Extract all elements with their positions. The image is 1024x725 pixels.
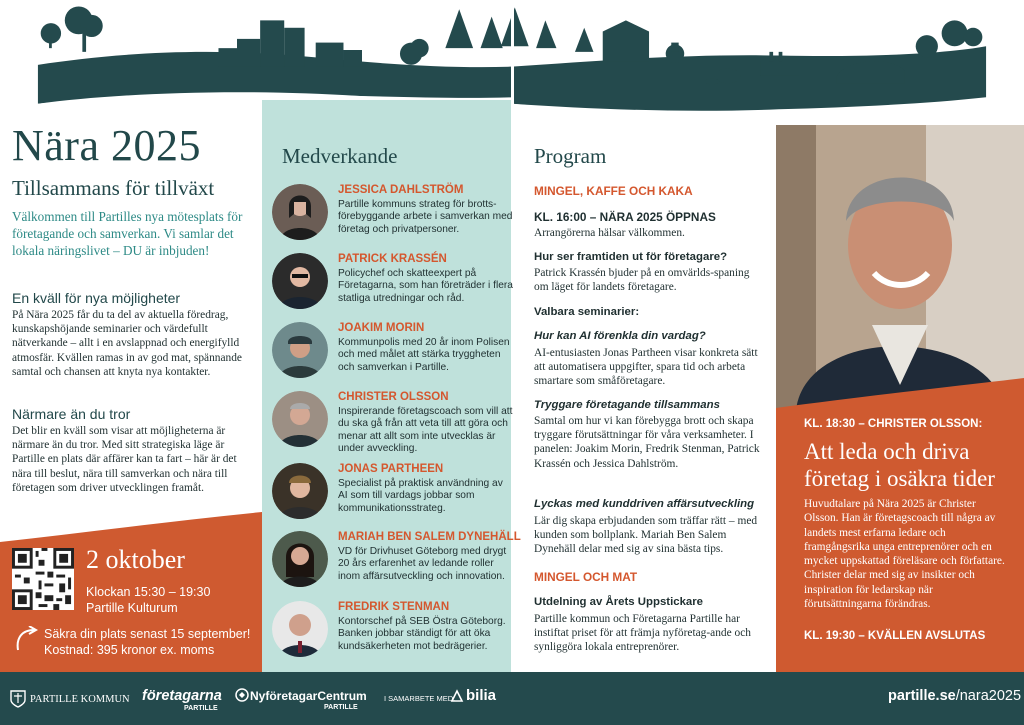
program-mingle-coffee: MINGEL, KAFFE OCH KAKA — [534, 184, 693, 198]
seminar-text-safety: Samtal om hur vi kan förebygga brott och skapa tryggare förutsättningar för våra verksamheter. I panelen: Joakim Morin, Fredrik Stenman, Patrick Krassén och Jessica Dahlström. — [534, 415, 760, 470]
qr-code[interactable] — [12, 548, 74, 610]
collaboration-label: I SAMARBETE MED: — [384, 694, 456, 703]
award-text: Partille kommun och Företagarna Partille har instiftat priset för att främja nyföretag-ande och synliggöra lokala entreprenörer. — [534, 613, 751, 654]
curved-arrow-icon — [12, 626, 40, 656]
program-opening-text: Arrangörerna hälsar välkommen. — [534, 227, 685, 239]
participant-card — [272, 322, 508, 386]
partille-crest-icon — [10, 690, 26, 708]
participant-description: Partille kommuns strateg för brotts-förebyggande arbete i samverkan med företag och privatpersoner. — [338, 199, 513, 235]
participant-name: CHRISTER OLSSON — [338, 391, 449, 403]
intro-text: Välkommen till Partilles nya mötesplats för företagande och samverkan. Vi samlar det lokala näringslivet – DU är inbjuden! — [12, 209, 243, 258]
signup-deadline: Säkra din plats senast 15 september! — [44, 627, 251, 641]
participant-card — [272, 601, 508, 665]
logo-foretagarna-sub: PARTILLE — [184, 705, 218, 712]
section-body-closer: Det blir en kväll som visar att möjligheterna är närmare än du tror. Med sitt strategiska läge är Partille en plats där affärer kan ta fart – här är det nära till beslut, nära till samverkan och nära till företagen som driver utvecklingen framåt. — [12, 425, 237, 494]
logo-partille-kommun[interactable]: PARTILLE KOMMUN — [30, 694, 130, 705]
participant-name: FREDRIK STENMAN — [338, 601, 450, 613]
nyforetagarcentrum-icon — [235, 688, 249, 702]
participant-description: Specialist på praktisk användning av AI som till vardags jobbar som kommunikationsstrateg. — [338, 478, 503, 514]
section-heading-opportunities: En kväll för nya möjligheter — [12, 290, 181, 306]
participant-description: VD för Drivhuset Göteborg med drygt 20 års erfarenhet av ledande roller inom affärsutveckling och innovation. — [338, 546, 507, 582]
participant-card — [272, 531, 521, 595]
program-opening-time: KL. 16:00 – NÄRA 2025 ÖPPNAS — [534, 210, 716, 224]
seminar-title-ai: Hur kan AI förenkla din vardag? — [534, 330, 706, 342]
event-date: 2 oktober — [86, 545, 185, 574]
website-path: /nara2025 — [955, 688, 1022, 704]
participant-description: Kontorschef på SEB Östra Göteborg. Banken jobbar ständigt för att öka kundsäkerheten mot bedrägerier. — [338, 616, 506, 652]
keynote-text: Huvudtalare på Nära 2025 är Christer Olsson. Han är företagscoach till några av landets mest erfarna ledare och framgångsrika unga entreprenörer och en mycket uppskattad föreläsare och författare. Christer delar med sig av insikter och inspiration för ledarskap när förutsättningarna förändras. — [804, 498, 1005, 611]
avatar — [272, 391, 328, 447]
program-question: Hur ser framtiden ut för företagare? — [534, 251, 728, 263]
participant-description: Kommunpolis med 20 år inom Polisen och med målet att stärka tryggheten och samverkan i Partille. — [338, 337, 510, 373]
avatar — [272, 601, 328, 657]
event-time: Klockan 15:30 – 19:30 — [86, 585, 211, 599]
program-mingle-food: MINGEL OCH MAT — [534, 570, 638, 584]
participant-name: JONAS PARTHEEN — [338, 463, 444, 475]
program-heading: Program — [534, 144, 607, 168]
participant-card — [272, 253, 513, 317]
event-cost: Kostnad: 395 kronor ex. moms — [44, 643, 215, 657]
participant-name: MARIAH BEN SALEM DYNEHÄLL — [338, 531, 521, 543]
section-heading-closer: Närmare än du tror — [12, 406, 131, 422]
event-venue: Partille Kulturum — [86, 601, 178, 615]
logo-bilia[interactable]: bilia — [466, 687, 497, 704]
keynote-time: KL. 18:30 – CHRISTER OLSSON: — [804, 418, 983, 430]
logo-nyforetagarcentrum-sub: PARTILLE — [324, 704, 358, 711]
seminar-title-safety: Tryggare företagande tillsammans — [534, 399, 720, 411]
logo-foretagarna[interactable]: företagarna — [142, 688, 222, 704]
seminar-text-customer: Lär dig skapa erbjudanden som träffar rätt – med kunden som bollplank. Mariah Ben Salem Dynehäll delar med sig av sina bästa tips. — [534, 515, 758, 556]
section-body-opportunities: På Nära 2025 får du ta del av aktuella föredrag, kunskapshöjande seminarier och värdefullt nätverkande – allt i en avslappnad och energifylld atmosfär. Kvällen ramas in av god mat, spännande samtal och chansen att knyta nya kontakter. — [12, 309, 242, 378]
participants-heading: Medverkande — [282, 144, 398, 168]
participant-card — [272, 184, 513, 248]
website-domain: partille.se — [888, 688, 956, 704]
participant-name: JESSICA DAHLSTRÖM — [338, 184, 464, 196]
bilia-icon — [450, 689, 464, 703]
participant-card — [272, 391, 513, 455]
participant-name: PATRICK KRASSÉN — [338, 253, 447, 265]
participant-card — [272, 463, 508, 527]
avatar — [272, 463, 328, 519]
seminars-heading: Valbara seminarier: — [534, 306, 640, 318]
award-title: Utdelning av Årets Uppstickare — [534, 596, 704, 608]
participant-description: Policychef och skatteexpert på Företagarna, som han företräder i flera statliga utredningar och råd. — [338, 268, 513, 304]
website-link[interactable] — [888, 688, 1021, 704]
event-title: Nära 2025 — [12, 121, 201, 170]
event-subtitle: Tillsammans för tillväxt — [12, 176, 215, 200]
logo-nyforetagarcentrum[interactable]: NyföretagarCentrum — [250, 689, 367, 703]
program-end: KL. 19:30 – KVÄLLEN AVSLUTAS — [804, 630, 986, 642]
keynote-photo — [776, 125, 1024, 410]
keynote-title: Att leda och driva företag i osäkra tider — [804, 439, 995, 491]
avatar — [272, 184, 328, 240]
seminar-title-customer: Lyckas med kunddriven affärsutveckling — [534, 498, 755, 510]
teal-wave — [262, 96, 512, 126]
program-question-text: Patrick Krassén bjuder på en omvärlds-spaning om läget för landets företagare. — [534, 267, 750, 294]
avatar — [272, 531, 328, 587]
seminar-text-ai: AI-entusiasten Jonas Partheen visar konkreta sätt att automatisera uppgifter, spara tid och arbeta smartare som småföretagare. — [534, 347, 758, 388]
participant-description: Inspirerande företagscoach som vill att du ska gå från att veta till att göra och menar att allt som inte utvecklas är under avveckling. — [338, 406, 513, 455]
avatar — [272, 253, 328, 309]
participant-name: JOAKIM MORIN — [338, 322, 425, 334]
avatar — [272, 322, 328, 378]
